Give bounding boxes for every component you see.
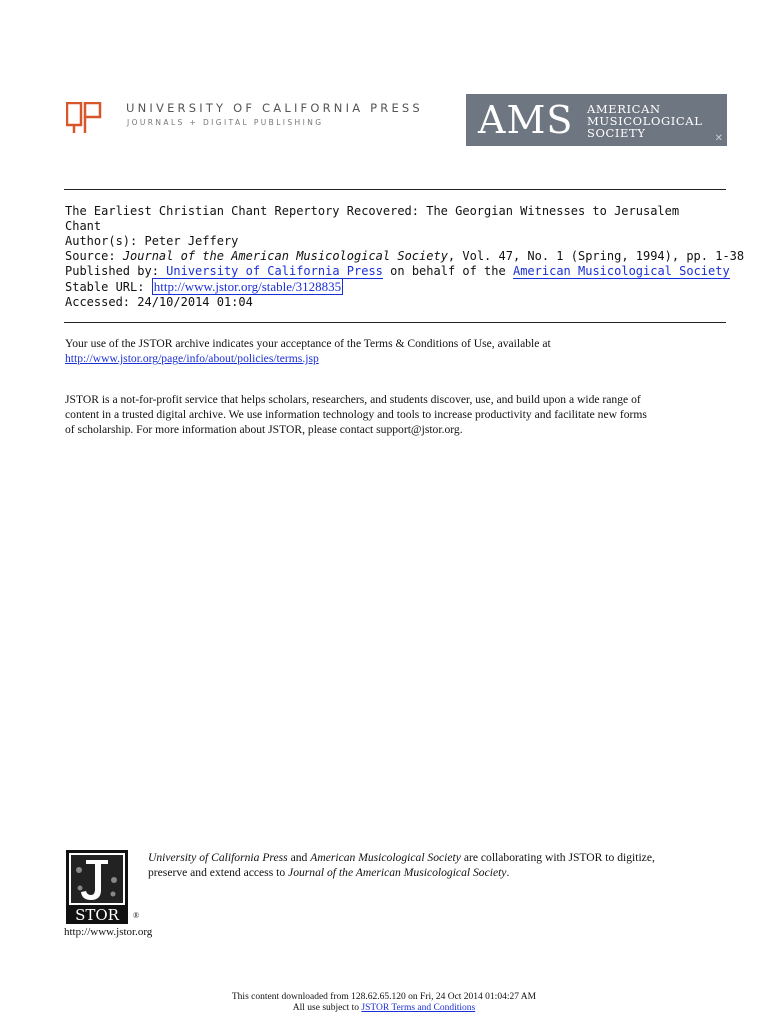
stable-url-link[interactable]: http://www.jstor.org/stable/3128835 bbox=[153, 279, 342, 294]
ams-name-line1: AMERICAN bbox=[587, 102, 661, 116]
author-label: Author(s): bbox=[65, 234, 138, 248]
source-journal: Journal of the American Musicological Society bbox=[122, 249, 448, 263]
registered-mark: ® bbox=[133, 911, 140, 920]
collab-society: American Musicological Society bbox=[310, 851, 461, 864]
about-line2: content in a trusted digital archive. We use information technology and tools to increase productivity and facilitate new forms bbox=[65, 408, 647, 421]
ams-name-line2: MUSICOLOGICAL bbox=[587, 114, 703, 128]
footer-terms-prefix: All use subject to bbox=[292, 1003, 360, 1013]
on-behalf-text: on behalf of the bbox=[390, 264, 506, 278]
collaboration-paragraph bbox=[148, 850, 738, 880]
ucp-subtitle: JOURNALS + DIGITAL PUBLISHING bbox=[127, 118, 324, 127]
bottom-divider bbox=[64, 322, 726, 323]
published-line bbox=[65, 264, 730, 279]
stable-url-label: Stable URL: bbox=[65, 280, 145, 294]
jstor-logo-text: STOR bbox=[75, 906, 119, 924]
source-line bbox=[65, 249, 745, 264]
ams-abbrev: AMS bbox=[478, 98, 574, 142]
ucp-title: UNIVERSITY OF CALIFORNIA PRESS bbox=[126, 101, 423, 115]
collab-rest1: are collaborating with JSTOR to digitize, bbox=[463, 851, 655, 864]
ams-logo bbox=[466, 94, 727, 146]
ucp-logo-icon bbox=[66, 102, 102, 134]
top-divider bbox=[64, 189, 726, 190]
society-link[interactable]: American Musicological Society bbox=[512, 264, 730, 278]
author-line bbox=[65, 234, 730, 249]
terms-text: Your use of the JSTOR archive indicates your acceptance of the Terms & Conditions of Use, available at bbox=[65, 337, 551, 350]
collab-publisher: University of California Press bbox=[148, 851, 288, 864]
about-line3: of scholarship. For more information about JSTOR, please contact support@jstor.org. bbox=[65, 423, 463, 436]
accessed-date: 24/10/2014 01:04 bbox=[137, 295, 253, 309]
source-details: , Vol. 47, No. 1 (Spring, 1994), pp. 1-38 bbox=[447, 249, 745, 263]
about-line1: JSTOR is a not-for-profit service that helps scholars, researchers, and students discover, use, and build upon a wide range of bbox=[65, 393, 641, 406]
collab-and: and bbox=[290, 851, 308, 864]
accessed-line bbox=[65, 295, 730, 310]
about-paragraph bbox=[65, 392, 735, 437]
collab-rest2: preserve and extend access to bbox=[148, 866, 286, 879]
terms-link[interactable]: http://www.jstor.org/page/info/about/policies/terms.jsp bbox=[65, 352, 319, 365]
ams-decoration-icon: ✕ bbox=[714, 133, 723, 144]
collab-journal: Journal of the American Musicological Society bbox=[288, 866, 507, 879]
jstor-logo-icon bbox=[66, 850, 128, 924]
publisher-link[interactable]: University of California Press bbox=[166, 264, 383, 278]
article-title-line1: The Earliest Christian Chant Repertory Recovered: The Georgian Witnesses to Jerusalem bbox=[65, 204, 680, 218]
ams-name bbox=[587, 103, 702, 139]
collab-period: . bbox=[506, 866, 510, 879]
footer-terms-line bbox=[0, 1003, 768, 1014]
author-name: Peter Jeffery bbox=[144, 234, 239, 248]
footer-download-line: This content downloaded from 128.62.65.120 on Fri, 24 Oct 2014 01:04:27 AM bbox=[231, 992, 537, 1002]
footer bbox=[0, 992, 768, 1014]
footer-terms-link[interactable]: JSTOR Terms and Conditions bbox=[361, 1003, 476, 1013]
published-label: Published by: bbox=[65, 264, 159, 278]
source-label: Source: bbox=[65, 249, 116, 263]
citation-block bbox=[65, 204, 745, 310]
jstor-url[interactable]: http://www.jstor.org bbox=[64, 926, 153, 938]
terms-paragraph bbox=[65, 336, 735, 366]
ams-name-line3: SOCIETY bbox=[587, 126, 646, 140]
stable-url-line bbox=[65, 279, 730, 295]
article-title-line2: Chant bbox=[65, 219, 102, 233]
accessed-label: Accessed: bbox=[65, 295, 131, 309]
